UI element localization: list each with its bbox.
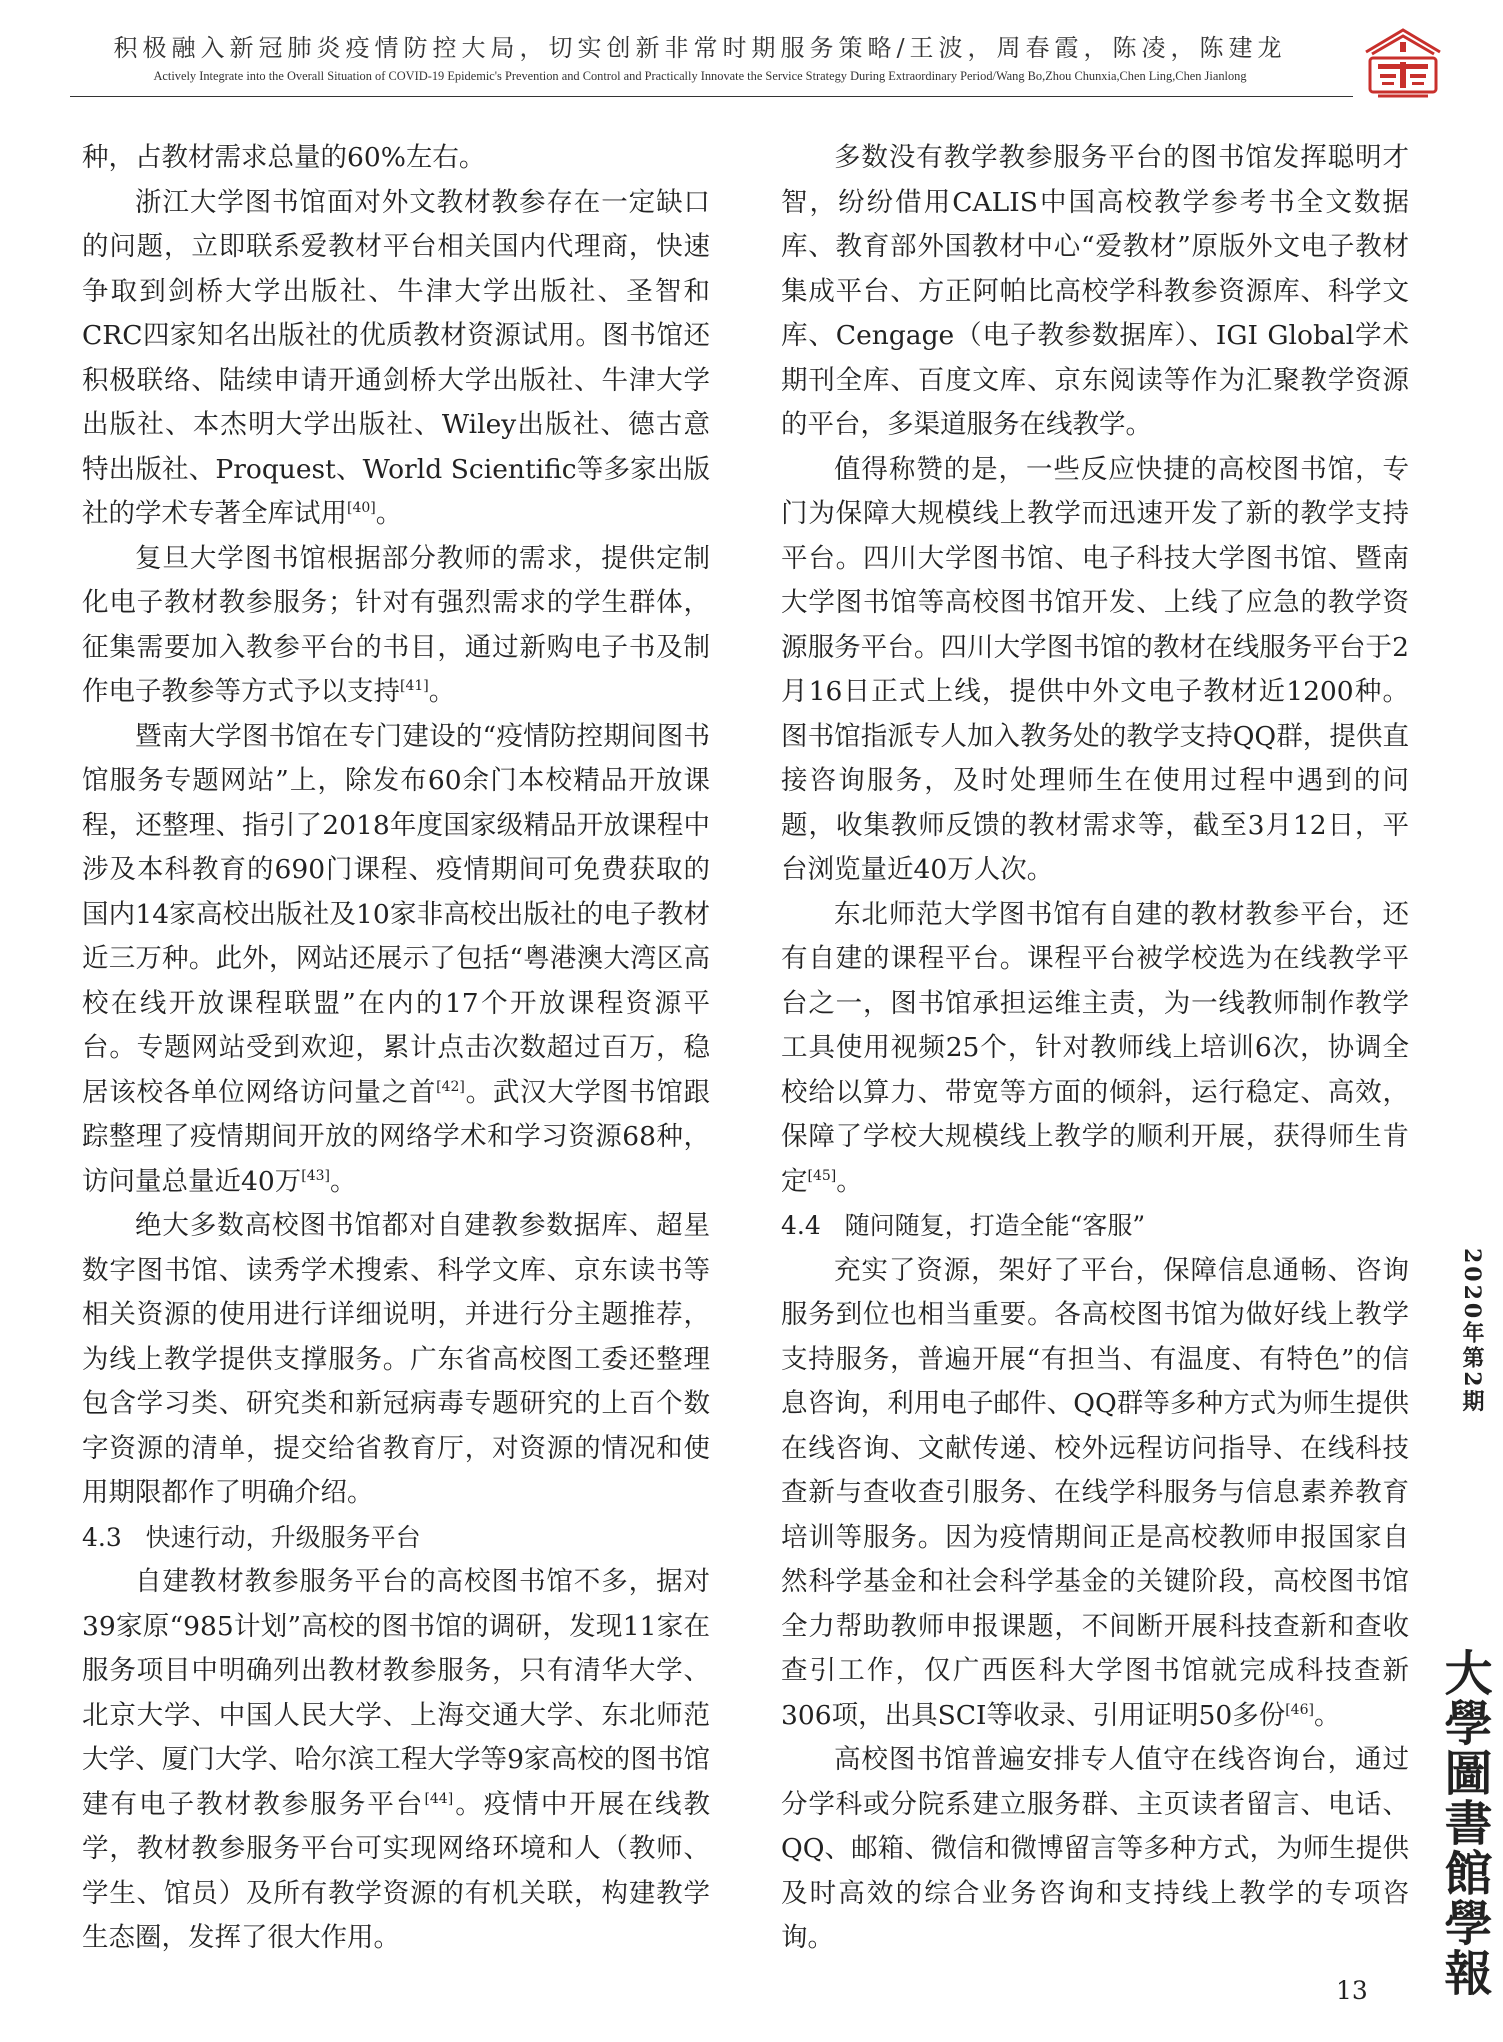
header-english: Actively Integrate into the Overall Situation of COVID-19 Epidemic's Prevention and Control and Practically Innovate the Service Strategy During Extraordinary Period/Wang Bo,Zhou Chunxia,Chen Ling,Chen Jianlong [153,69,1247,83]
paragraph-text: 。武汉大学图书馆跟踪整理了疫情期间开放的网络学术和学习资源68种，访问量总量近40万 [82,1076,711,1197]
section-heading [781,1204,1409,1249]
citation: [40] [347,500,376,517]
right-column [781,136,1409,1961]
paragraph-text: 东北师范大学图书馆有自建的教材教参平台，还有自建的课程平台。课程平台被学校选为在线教学平台之一，图书馆承担运维主责，为一线教师制作教学工具使用视频25个，针对教师线上培训6次，协调全校给以算力、带宽等方面的倾斜，运行稳定、高效，保障了学校大规模线上教学的顺利开展，获得师生肯定 [781,898,1409,1197]
citation: [42] [436,1078,465,1095]
paragraph-text: 暨南大学图书馆在专门建设的“疫情防控期间图书馆服务专题网站”上，除发布60余门本校精品开放课程，还整理、指引了2018年度国家级精品开放课程中涉及本科教育的690门课程、疫情期间可免费获取的国内14家高校出版社及10家非高校出版社的电子教材近三万种。此外，网站还展示了包括“粤港澳大湾区高校在线开放课程联盟”在内的17个开放课程资源平台。专题网站受到欢迎，累计点击次数超过百万，稳居该校各单位网络访问量之首 [82,720,710,1108]
section-title: 快速行动，升级服务平台 [145,1522,421,1552]
paragraph: 多数没有教学教参服务平台的图书馆发挥聪明才智，纷纷借用CALIS中国高校教学参考书全文数据库、教育部外国教材中心“爱教材”原版外文电子教材集成平台、方正阿帕比高校学科教参资源库、科学文库、Cengage（电子教参数据库）、IGI Global学术期刊全库、百度文库、京东阅读等作为汇聚教学资源的平台，多渠道服务在线教学。 [781,142,1409,440]
paragraph-end: 。 [836,1165,863,1197]
citation: [41] [400,678,429,695]
library-logo-icon [1360,24,1446,102]
paragraph [781,893,1409,1205]
paragraph [82,1560,710,1961]
header-chinese: 积极融入新冠肺炎疫情防控大局，切实创新非常时期服务策略/王波，周春霞，陈凌，陈建龙 [113,34,1287,62]
paragraph [82,715,710,1205]
citation: [46] [1285,1701,1314,1718]
paragraph-end: 。 [428,676,456,707]
paragraph [82,181,710,537]
issue-label: 2020年第2期 [1459,1248,1485,1415]
header-rule [70,96,1353,97]
paragraph [82,537,710,715]
page-number: 13 [1336,1976,1368,2005]
citation: [44] [424,1790,454,1807]
paragraph-end: 。 [329,1165,357,1197]
paragraph: 高校图书馆普遍安排专人值守在线咨询台，通过分学科或分院系建立服务群、主页读者留言、电话、QQ、邮箱、微信和微博留言等多种方式，为师生提供及时高效的综合业务咨询和支持线上教学的专项咨询。 [781,1744,1409,1953]
paragraph-text: 自建教材教参服务平台的高校图书馆不多，据对39家原“985计划”高校的图书馆的调研，发现11家在服务项目中明确列出教材教参服务，只有清华大学、北京大学、中国人民大学、上海交通大学、东北师范大学、厦门大学、哈尔滨工程大学等9家高校的图书馆建有电子教材教参服务平台 [82,1566,710,1820]
paragraph-text: 浙江大学图书馆面对外文教材教参存在一定缺口的问题，立即联系爱教材平台相关国内代理商，快速争取到剑桥大学出版社、牛津大学出版社、圣智和CRC四家知名出版社的优质教材资源试用。图书馆还积极联络、陆续申请开通剑桥大学出版社、牛津大学出版社、本杰明大学出版社、Wiley出版社、德古意特出版社、Proquest、World Scientific等多家出版社的学术专著全库试用 [82,186,710,529]
paragraph-end: 。 [1313,1699,1341,1731]
paragraph-end: 。 [375,498,403,529]
paragraph: 值得称赞的是，一些反应快捷的高校图书馆，专门为保障大规模线上教学而迅速开发了新的教学支持平台。四川大学图书馆、电子科技大学图书馆、暨南大学图书馆等高校图书馆开发、上线了应急的教学资源服务平台。四川大学图书馆的教材在线服务平台于2月16日正式上线，提供中外文电子教材近1200种。图书馆指派专人加入教务处的教学支持QQ群，提供直接咨询服务，及时处理师生在使用过程中遇到的问题，收集教师反馈的教材需求等，截至3月12日，平台浏览量近40万人次。 [781,453,1409,885]
section-number: 4.4 [781,1211,821,1240]
citation: [45] [807,1167,837,1184]
section-title: 随问随复，打造全能“客服” [844,1211,1146,1240]
paragraph: 种，占教材需求总量的60%左右。 [82,142,486,173]
paragraph: 绝大多数高校图书馆都对自建教参数据库、超星数字图书馆、读秀学术搜索、科学文库、京东读书等相关资源的使用进行详细说明，并进行分主题推荐，为线上教学提供支撑服务。广东省高校图工委还整理包含学习类、研究类和新冠病毒专题研究的上百个数字资源的清单，提交给省教育厅，对资源的情况和使用期限都作了明确介绍。 [82,1210,710,1508]
journal-name: 大學圖書館學報 [1436,1648,1492,1998]
section-heading [82,1516,710,1561]
section-number: 4.3 [82,1522,122,1552]
paragraph-text: 充实了资源，架好了平台，保障信息通畅、咨询服务到位也相当重要。各高校图书馆为做好线上教学支持服务，普遍开展“有担当、有温度、有特色”的信息咨询，利用电子邮件、QQ群等多种方式为师生提供在线咨询、文献传递、校外远程访问指导、在线科技查新与查收查引服务、在线学科服务与信息素养教育培训等服务。因为疫情期间正是高校教师申报国家自然科学基金和社会科学基金的关键阶段，高校图书馆全力帮助教师申报课题，不间断开展科技查新和查收查引工作，仅广西医科大学图书馆就完成科技查新306项，出具SCI等收录、引用证明50多份 [781,1254,1409,1731]
left-column [82,136,710,1961]
paragraph-text: 。疫情中开展在线教学，教材教参服务平台可实现网络环境和人（教师、学生、馆员）及所有教学资源的有机关联，构建教学生态圈，发挥了很大作用。 [82,1788,711,1953]
paragraph [781,1249,1409,1739]
citation: [43] [301,1167,330,1184]
running-header [60,28,1340,84]
paragraph-text: 复旦大学图书馆根据部分教师的需求，提供定制化电子教材教参服务；针对有强烈需求的学生群体，征集需要加入教参平台的书目，通过新购电子书及制作电子教参等方式予以支持 [82,542,710,707]
